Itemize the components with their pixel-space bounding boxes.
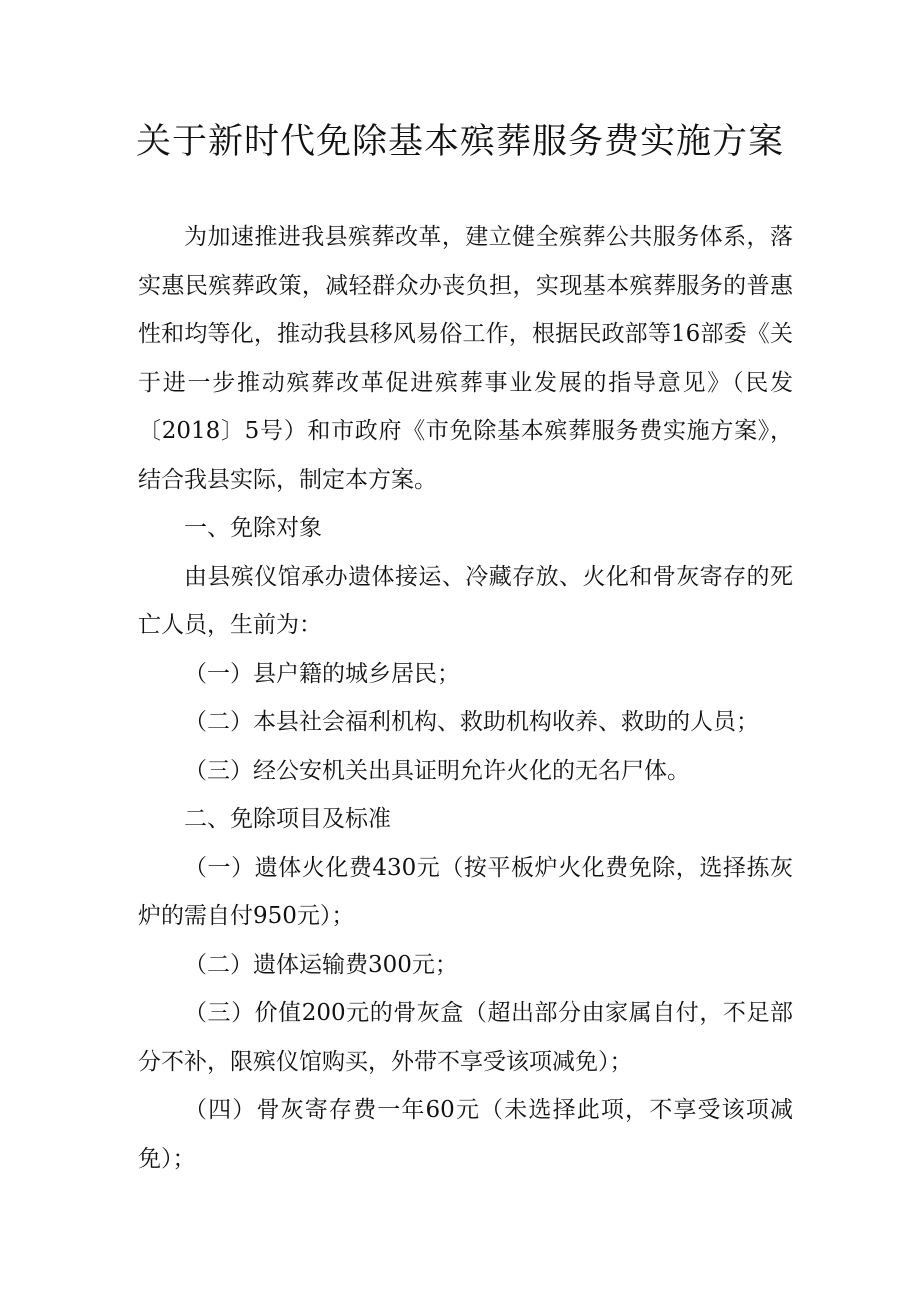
section-heading-exemption-items: 二、免除项目及标准 — [184, 806, 391, 832]
document-title: 关于新时代免除基本殡葬服务费实施方案 — [135, 122, 784, 162]
exemption-item-2: （二）遗体运输费300元； — [184, 951, 458, 978]
target-item-3: （三）经公安机关出具证明允许火化的无名尸体。 — [184, 757, 690, 784]
exemption-item-1: （一）遗体火化费430元（按平板炉火化费免除，选择拣灰炉的需自付950元）； — [138, 854, 793, 929]
target-item-1: （一）县户籍的城乡居民； — [184, 660, 460, 687]
section-heading-exemption-targets: 一、免除对象 — [184, 515, 322, 541]
document-body — [138, 213, 793, 1183]
intro-paragraph: 为加速推进我县殡葬改革，建立健全殡葬公共服务体系，落实惠民殡葬政策，减轻群众办丧负担，实现基本殡葬服务的普惠性和均等化，推动我县移风易俗工作，根据民政部等16部委《关于进一步推动殡葬改革促进殡葬事业发展的指导意见》（民发〔2018〕5号）和市政府《市免除基本殡葬服务费实施方案》，结合我县实际，制定本方案。 — [138, 224, 793, 493]
exemption-item-4: （四）骨灰寄存费一年60元（未选择此项，不享受该项减免）； — [138, 1097, 793, 1172]
exemption-item-3: （三）价值200元的骨灰盒（超出部分由家属自付，不足部分不补，限殡仪馆购买，外带不享受该项减免）； — [138, 1000, 793, 1075]
target-item-2: （二）本县社会福利机构、救助机构收养、救助的人员； — [184, 709, 759, 735]
exemption-targets-paragraph: 由县殡仪馆承办遗体接运、冷藏存放、火化和骨灰寄存的死亡人员，生前为： — [138, 563, 793, 638]
